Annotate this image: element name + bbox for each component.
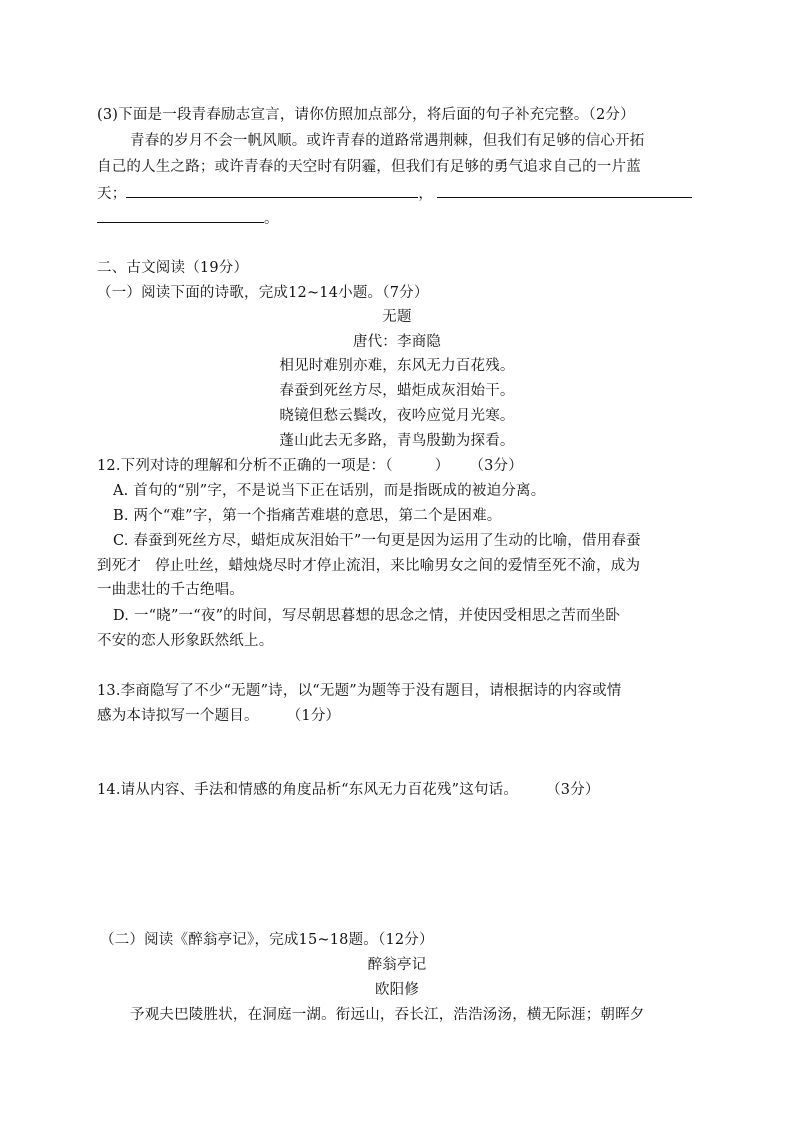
section-heading: 二、古文阅读（19分） xyxy=(97,260,249,276)
q12-option-c-line2 xyxy=(97,556,640,576)
answer-blank-3[interactable] xyxy=(97,208,264,223)
answer-blank-1[interactable] xyxy=(126,183,418,198)
q12-option-c-line2b: 停止吐丝，蜡烛烧尽时才停止流泪，来比喻男女之间的爱情至死不渝，成为 xyxy=(155,558,641,574)
blank-comma: ， xyxy=(418,186,434,202)
q14-question xyxy=(97,780,600,800)
q12-stem-text: 12.下列对诗的理解和分析不正确的一项是：（ xyxy=(97,458,393,474)
poem-line: 相见时难别亦难，东风无力百花残。 xyxy=(279,358,515,374)
q12-score: （3分） xyxy=(469,458,523,474)
q3-answer-line2 xyxy=(97,208,279,229)
q12-option-d-line2: 不安的恋人形象跃然纸上。 xyxy=(97,633,274,649)
poem-author: 唐代：李商隐 xyxy=(352,334,442,350)
q12-option-c-line1: C. 春蚕到死丝方尽，蜡炬成灰泪始干”一句更是因为运用了生动的比喻，借用春蚕 xyxy=(113,533,641,549)
poem-title: 无题 xyxy=(382,309,412,325)
q12-option-c-line3: 一曲悲壮的千古绝唱。 xyxy=(97,582,244,598)
q13-line2 xyxy=(97,706,340,726)
q14-score: （3分） xyxy=(546,782,600,798)
poem-line: 春蚕到死丝方尽，蜡炬成灰泪始干。 xyxy=(279,383,515,399)
q3-paragraph-line3: 天； xyxy=(97,186,127,202)
essay-line: 予观夫巴陵胜状，在洞庭一湖。衔远山，吞长江，浩浩汤汤，横无际涯；朝晖夕 xyxy=(130,1007,645,1023)
q3-paragraph-line2: 自己的人生之路；或许青春的天空时有阴霾，但我们有足够的勇气追求自己的一片蓝 xyxy=(97,159,641,175)
part1-instruction: （一）阅读下面的诗歌，完成12~14小题。（7分） xyxy=(97,285,429,301)
q13-line2-text: 感为本诗拟写一个题目。 xyxy=(97,708,259,724)
blank-period: 。 xyxy=(264,211,279,227)
q13-score: （1分） xyxy=(286,708,341,724)
q12-option-d-line1: D. 一“晓”一“夜”的时间，写尽朝思暮想的思念之情，并使因受相思之苦而坐卧 xyxy=(113,608,621,624)
essay-author: 欧阳修 xyxy=(374,982,420,998)
q12-option-b: B. 两个“难”字，第一个指痛苦难堪的意思，第二个是困难。 xyxy=(113,508,502,524)
q3-answer-line1 xyxy=(97,183,692,204)
q12-stem xyxy=(97,456,523,476)
poem-line: 蓬山此去无多路，青鸟殷勤为探看。 xyxy=(279,433,515,449)
q14-text: 14.请从内容、手法和情感的角度品析“东风无力百花残”这句话。 xyxy=(97,782,519,798)
q3-prompt: (3)下面是一段青春励志宣言，请你仿照加点部分，将后面的句子补充完整。（2分） xyxy=(97,107,635,123)
q13-line1: 13.李商隐写了不少“无题”诗，以“无题”为题等于没有题目，请根据诗的内容或情 xyxy=(97,683,622,699)
poem-line: 晓镜但愁云鬓改，夜吟应觉月光寒。 xyxy=(279,408,515,424)
q12-stem-close: ） xyxy=(434,458,450,474)
part2-instruction: （二）阅读《醉翁亭记》，完成15~18题。（12分） xyxy=(100,932,434,948)
q12-option-c-line2a: 到死才 xyxy=(97,558,142,574)
q12-option-a: A. 首句的“别”字，不是说当下正在话别，而是指既成的被迫分离。 xyxy=(113,483,546,499)
essay-title: 醉翁亭记 xyxy=(367,957,427,973)
answer-blank-2[interactable] xyxy=(437,183,692,198)
q3-paragraph-line1: 青春的岁月不会一帆风顺。或许青春的道路常遇荆棘，但我们有足够的信心开拓 xyxy=(130,133,645,149)
